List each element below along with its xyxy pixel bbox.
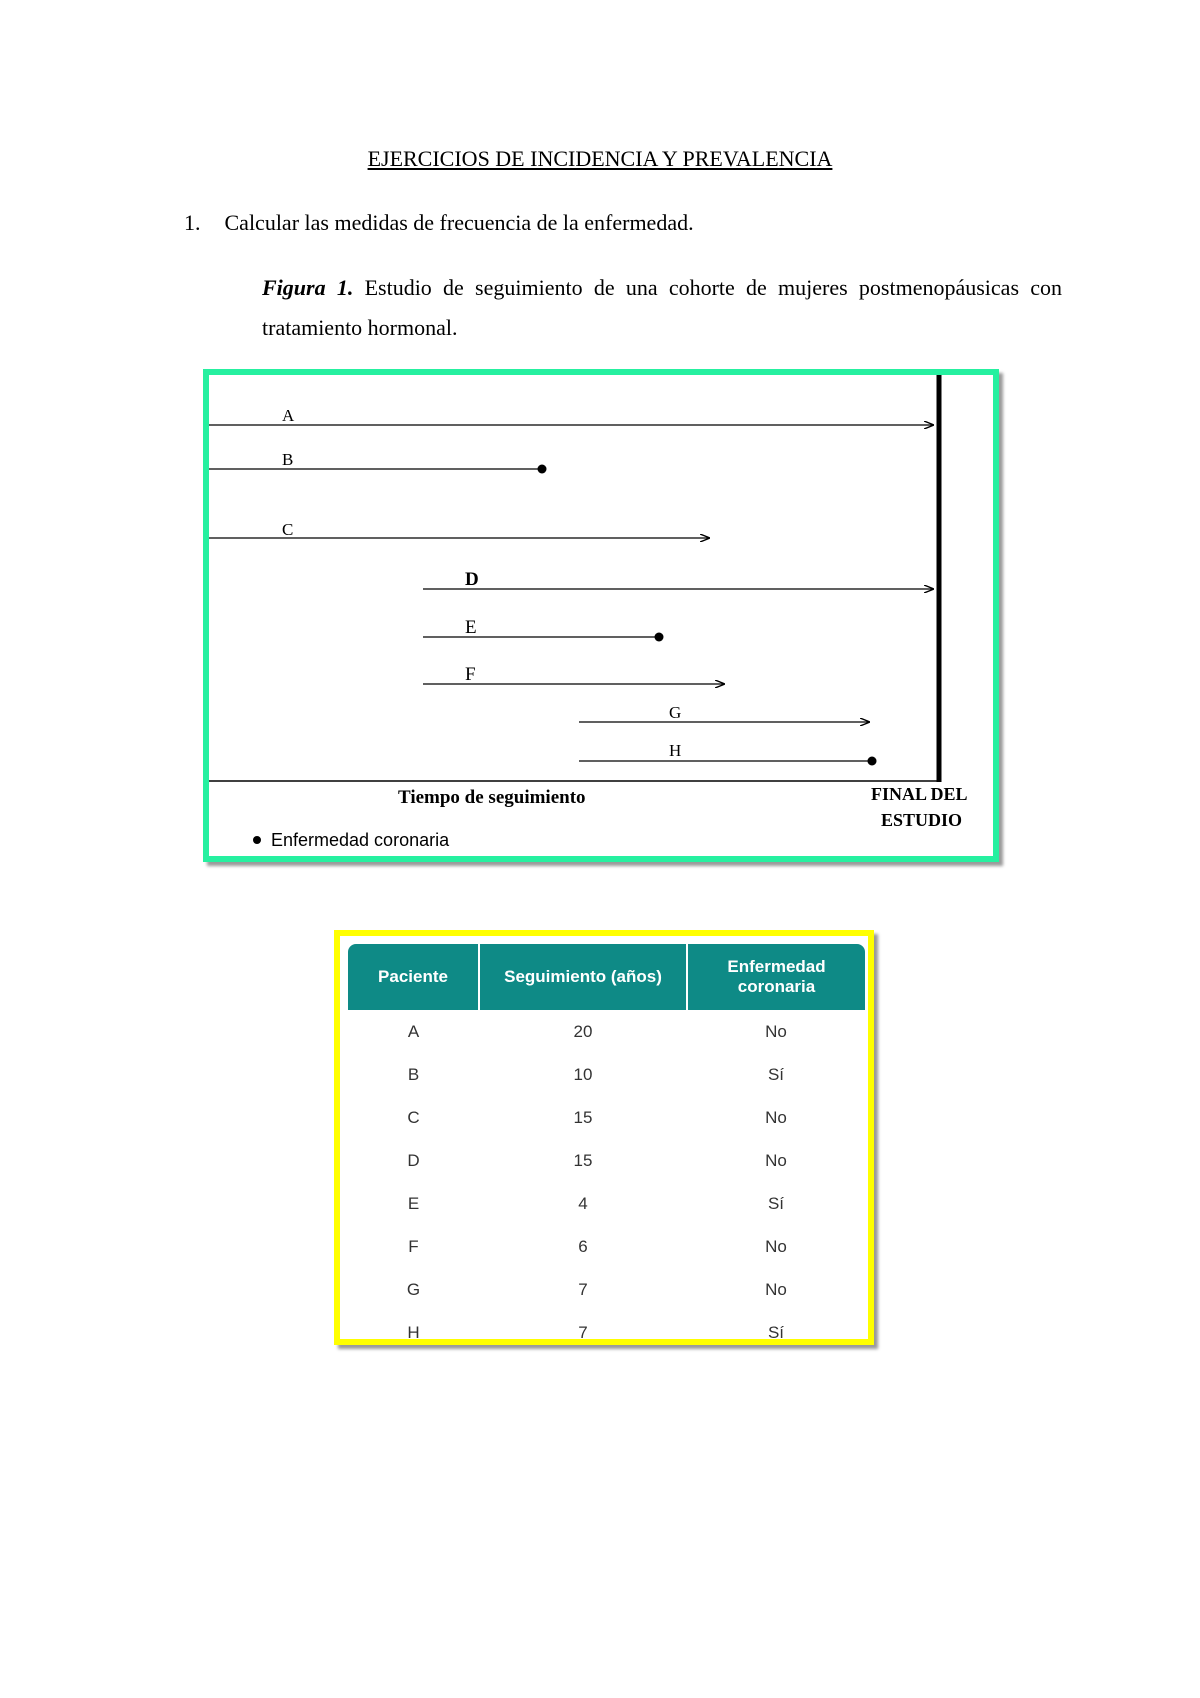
cell-disease: No xyxy=(765,1150,787,1170)
figure-caption-text: Estudio de seguimiento de una cohorte de mujeres postmenopáusicas con tratamiento hormonal. xyxy=(262,275,1063,340)
follow-up-diagram xyxy=(209,375,993,856)
cell-patient: A xyxy=(407,1021,420,1041)
cell-patient: B xyxy=(407,1064,420,1084)
table-row xyxy=(348,1010,865,1053)
cell-followup: 15 xyxy=(573,1107,593,1127)
table-row xyxy=(348,1053,865,1096)
cell-disease: Sí xyxy=(767,1193,785,1213)
cell-followup: 6 xyxy=(578,1236,588,1256)
cell-patient: E xyxy=(407,1193,420,1213)
patient-label-g: G xyxy=(669,703,682,722)
cell-patient: C xyxy=(407,1107,420,1127)
cell-followup: 20 xyxy=(573,1021,593,1041)
patient-label-h: H xyxy=(669,741,682,760)
cell-followup: 7 xyxy=(578,1279,588,1299)
page-title: EJERCICIOS DE INCIDENCIA Y PREVALENCIA xyxy=(367,146,833,171)
cell-disease: No xyxy=(765,1107,787,1127)
patient-label-f: F xyxy=(465,664,476,685)
end-label-line2: ESTUDIO xyxy=(881,810,963,830)
legend-dot-icon xyxy=(253,836,261,844)
patient-label-a: A xyxy=(282,406,295,425)
table-row xyxy=(348,1225,865,1268)
event-dot-icon xyxy=(538,465,547,474)
follow-up-figure xyxy=(203,369,999,862)
exercise-text: Calcular las medidas de frecuencia de la enfermedad. xyxy=(224,210,694,235)
header-patient: Paciente xyxy=(348,944,479,1010)
cell-disease: Sí xyxy=(767,1064,785,1084)
data-table-frame xyxy=(334,930,874,1345)
figure-label: Figura 1. xyxy=(262,275,354,300)
axis-label: Tiempo de seguimiento xyxy=(398,787,586,808)
cell-patient: F xyxy=(408,1236,419,1256)
table-row xyxy=(348,1139,865,1182)
cell-disease: No xyxy=(765,1021,787,1041)
cell-disease: No xyxy=(765,1236,787,1256)
exercise-number: 1. xyxy=(184,210,201,235)
cell-disease: No xyxy=(765,1279,787,1299)
patient-label-c: C xyxy=(282,520,294,539)
table-row xyxy=(348,1311,865,1354)
table-row xyxy=(348,1096,865,1139)
exercise-item xyxy=(184,210,694,236)
header-disease: Enfermedad coronaria xyxy=(687,944,865,1010)
patient-table xyxy=(348,944,865,1354)
patient-label-d: D xyxy=(465,569,479,590)
table-header-row xyxy=(348,944,865,1010)
table-row xyxy=(348,1182,865,1225)
header-followup: Seguimiento (años) xyxy=(479,944,687,1010)
legend-label: Enfermedad coronaria xyxy=(271,830,450,850)
patient-label-b: B xyxy=(282,450,294,469)
figure-caption xyxy=(262,268,1062,348)
cell-followup: 4 xyxy=(578,1193,588,1213)
event-dot-icon xyxy=(868,757,877,766)
event-dot-icon xyxy=(655,633,664,642)
cell-followup: 7 xyxy=(578,1322,588,1342)
cell-patient: H xyxy=(407,1322,420,1342)
cell-disease: Sí xyxy=(767,1322,785,1342)
cell-patient: D xyxy=(407,1150,420,1170)
table-row xyxy=(348,1268,865,1311)
cell-followup: 10 xyxy=(573,1064,593,1084)
cell-patient: G xyxy=(406,1279,421,1299)
cell-followup: 15 xyxy=(573,1150,593,1170)
patient-label-e: E xyxy=(465,617,477,638)
end-label-line1: FINAL DEL xyxy=(871,784,968,804)
